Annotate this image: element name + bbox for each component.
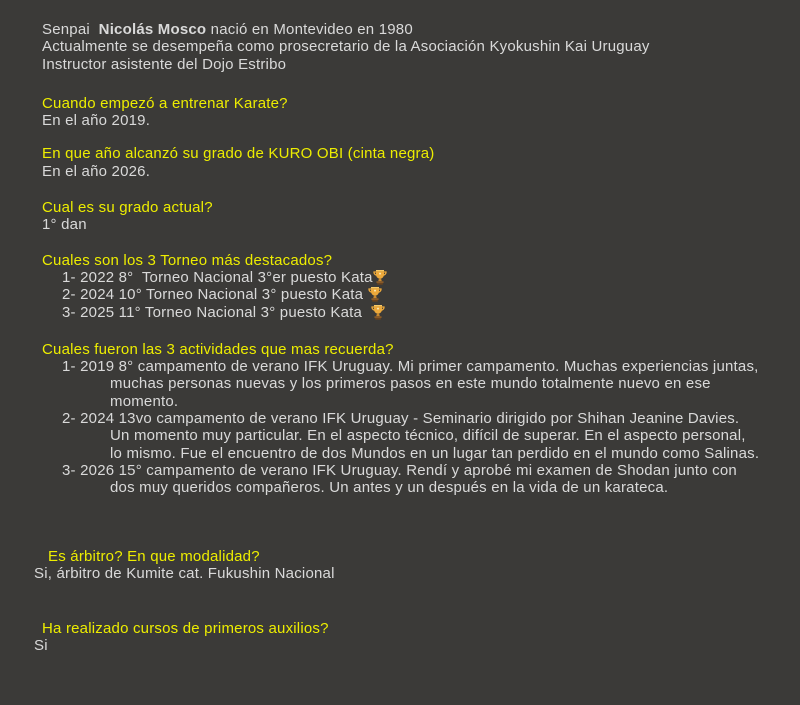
section-first-aid <box>34 620 780 655</box>
question-started-karate: Cuando empezó a entrenar Karate? <box>42 94 288 112</box>
intro-paragraph <box>34 21 780 73</box>
section-current-grade <box>34 199 780 234</box>
trophy-icon <box>373 269 387 286</box>
activity-line: 1- 2019 8° campamento de verano IFK Uruguay. Mi primer campamento. Muchas experiencias juntas, <box>62 358 759 376</box>
intro-line-1 <box>42 21 780 38</box>
activity-line: Un momento muy particular. En el aspecto técnico, difícil de superar. En el aspecto personal, <box>110 427 746 445</box>
activity-line: dos muy queridos compañeros. Un antes y un después en la vida de un karateca. <box>110 479 669 497</box>
tournament-item-text: 3- 2025 11° Torneo Nacional 3° puesto Kata <box>62 303 371 321</box>
intro-line-3: Instructor asistente del Dojo Estribo <box>42 55 287 73</box>
trophy-icon <box>368 286 382 303</box>
tournament-item <box>62 304 780 321</box>
answer-started-karate: En el año 2019. <box>42 112 151 130</box>
question-tournaments: Cuales son los 3 Torneo más destacados? <box>42 251 333 269</box>
section-activities <box>34 341 780 497</box>
answer-black-belt: En el año 2026. <box>42 162 151 180</box>
activity-line: 3- 2026 15° campamento de verano IFK Uruguay. Rendí y aprobé mi examen de Shodan junto con <box>62 461 737 479</box>
section-black-belt <box>34 145 780 180</box>
tournament-item-text: 1- 2022 8° Torneo Nacional 3°er puesto Kata <box>62 268 373 286</box>
honorific: Senpai <box>42 21 99 38</box>
birth-info: nació en Montevideo en 1980 <box>206 21 413 38</box>
trophy-icon <box>371 304 385 321</box>
intro-line-2: Actualmente se desempeña como prosecretario de la Asociación Kyokushin Kai Uruguay <box>42 38 650 56</box>
question-current-grade: Cual es su grado actual? <box>42 199 213 217</box>
activity-line: lo mismo. Fue el encuentro de dos Mundos en un lugar tan perdido en el mundo como Salinas. <box>110 444 760 462</box>
question-activities: Cuales fueron las 3 actividades que mas recuerda? <box>42 340 394 358</box>
tournament-item-text: 2- 2024 10° Torneo Nacional 3° puesto Kata <box>62 286 368 304</box>
question-referee: Es árbitro? En que modalidad? <box>48 547 260 565</box>
question-black-belt: En que año alcanzó su grado de KURO OBI (cinta negra) <box>42 145 435 163</box>
section-tournaments <box>34 252 780 321</box>
activity-line: momento. <box>110 392 179 410</box>
activity-line: 2- 2024 13vo campamento de verano IFK Uruguay - Seminario dirigido por Shihan Jeanine Davies. <box>62 410 740 428</box>
section-referee <box>34 548 780 583</box>
tournament-item <box>62 269 780 286</box>
question-first-aid: Ha realizado cursos de primeros auxilios? <box>42 620 329 638</box>
tournament-item <box>62 286 780 303</box>
answer-current-grade: 1° dan <box>42 216 87 234</box>
activity-line: muchas personas nuevas y los primeros pasos en este mundo totalmente nuevo en ese <box>110 375 711 393</box>
person-name: Nicolás Mosco <box>98 21 207 38</box>
answer-first-aid: Si <box>34 637 48 655</box>
answer-referee: Si, árbitro de Kumite cat. Fukushin Nacional <box>34 564 335 582</box>
section-started-karate <box>34 95 780 130</box>
